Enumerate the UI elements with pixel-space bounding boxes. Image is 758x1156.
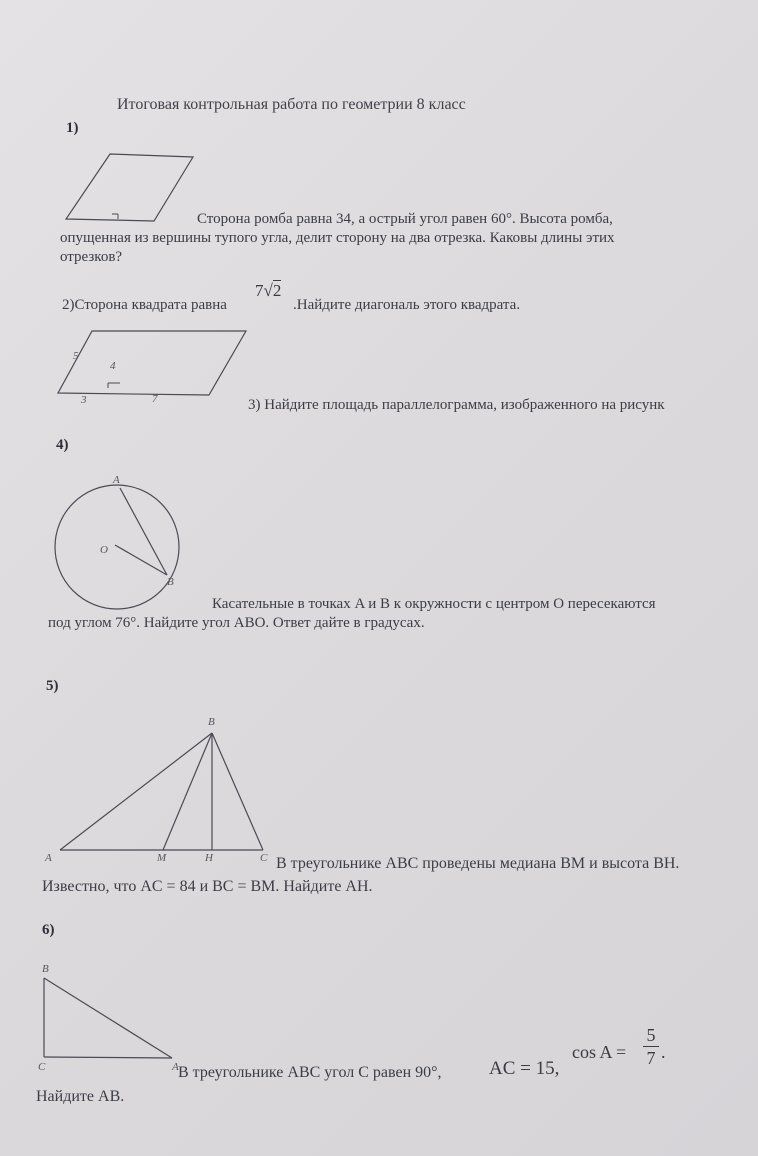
triangle6-label-a: A	[172, 1061, 179, 1073]
task-2-coefficient: 7	[255, 281, 264, 300]
triangle6-label-c: C	[38, 1061, 46, 1073]
task-6-ac-value: AC = 15,	[489, 1058, 560, 1079]
task-4-number: 4)	[56, 437, 69, 453]
task-5-text-line1: В треугольнике ABC проведены медиана BM и высота BH.	[276, 855, 680, 872]
fraction-numerator: 5	[646, 1025, 656, 1045]
task-1-text-line2: опущенная из вершины тупого угла, делит сторону на два отрезка. Каковы длины этих	[60, 230, 615, 246]
parallelogram-label-seg2: 7	[152, 393, 158, 405]
task-1-text-line3: отрезков?	[60, 249, 123, 265]
circle-label-b: B	[167, 576, 174, 588]
task-6-text-line1: В треугольнике ABC угол C равен 90°,	[178, 1064, 442, 1081]
task-2-radicand: 2	[272, 281, 282, 300]
triangle5-label-c: C	[260, 852, 268, 864]
task-3-text: 3) Найдите площадь параллелограмма, изображенного на рисунк	[248, 397, 665, 413]
task-1-text-line1: Сторона ромба равна 34, а острый угол равен 60°. Высота ромба,	[197, 211, 613, 227]
task-5-number: 5)	[46, 678, 59, 694]
task-1-number: 1)	[66, 120, 79, 136]
parallelogram-label-side: 5	[73, 350, 79, 362]
triangle5-label-h: H	[205, 852, 213, 864]
parallelogram-label-height: 4	[110, 360, 116, 372]
task-6-text-line2: Найдите AB.	[36, 1088, 125, 1105]
page-title: Итоговая контрольная работа по геометрии 8 класс	[117, 96, 466, 113]
triangle6-label-b: B	[42, 963, 49, 975]
task-5-text-line2: Известно, что AC = 84 и BC = BM. Найдите AH.	[42, 878, 373, 895]
circle-label-a: A	[113, 474, 120, 486]
triangle5-label-a: A	[45, 852, 52, 864]
task-4-text-line2: под углом 76°. Найдите угол ABO. Ответ дайте в градусах.	[48, 615, 425, 631]
task-2-text-suffix: .Найдите диагональ этого квадрата.	[293, 297, 521, 313]
fraction-denominator: 7	[646, 1048, 656, 1068]
fraction-bar	[643, 1046, 659, 1047]
triangle5-label-m: M	[157, 852, 167, 864]
parallelogram-label-seg1: 3	[81, 394, 87, 406]
task-2-text-prefix: 2)Сторона квадрата равна	[62, 297, 227, 313]
task-6-dot: .	[661, 1042, 666, 1062]
task-4-text-line1: Касательные в точках A и B к окружности с центром O пересекаются	[212, 596, 656, 612]
triangle5-label-b: B	[208, 716, 215, 728]
task-6-fraction	[643, 1025, 659, 1068]
task-2-side-value	[255, 281, 281, 301]
task-6-cos-label: cos A =	[572, 1042, 627, 1062]
sqrt-icon: √	[263, 281, 273, 300]
task-6-number: 6)	[42, 922, 55, 938]
circle-label-o: O	[100, 544, 108, 556]
